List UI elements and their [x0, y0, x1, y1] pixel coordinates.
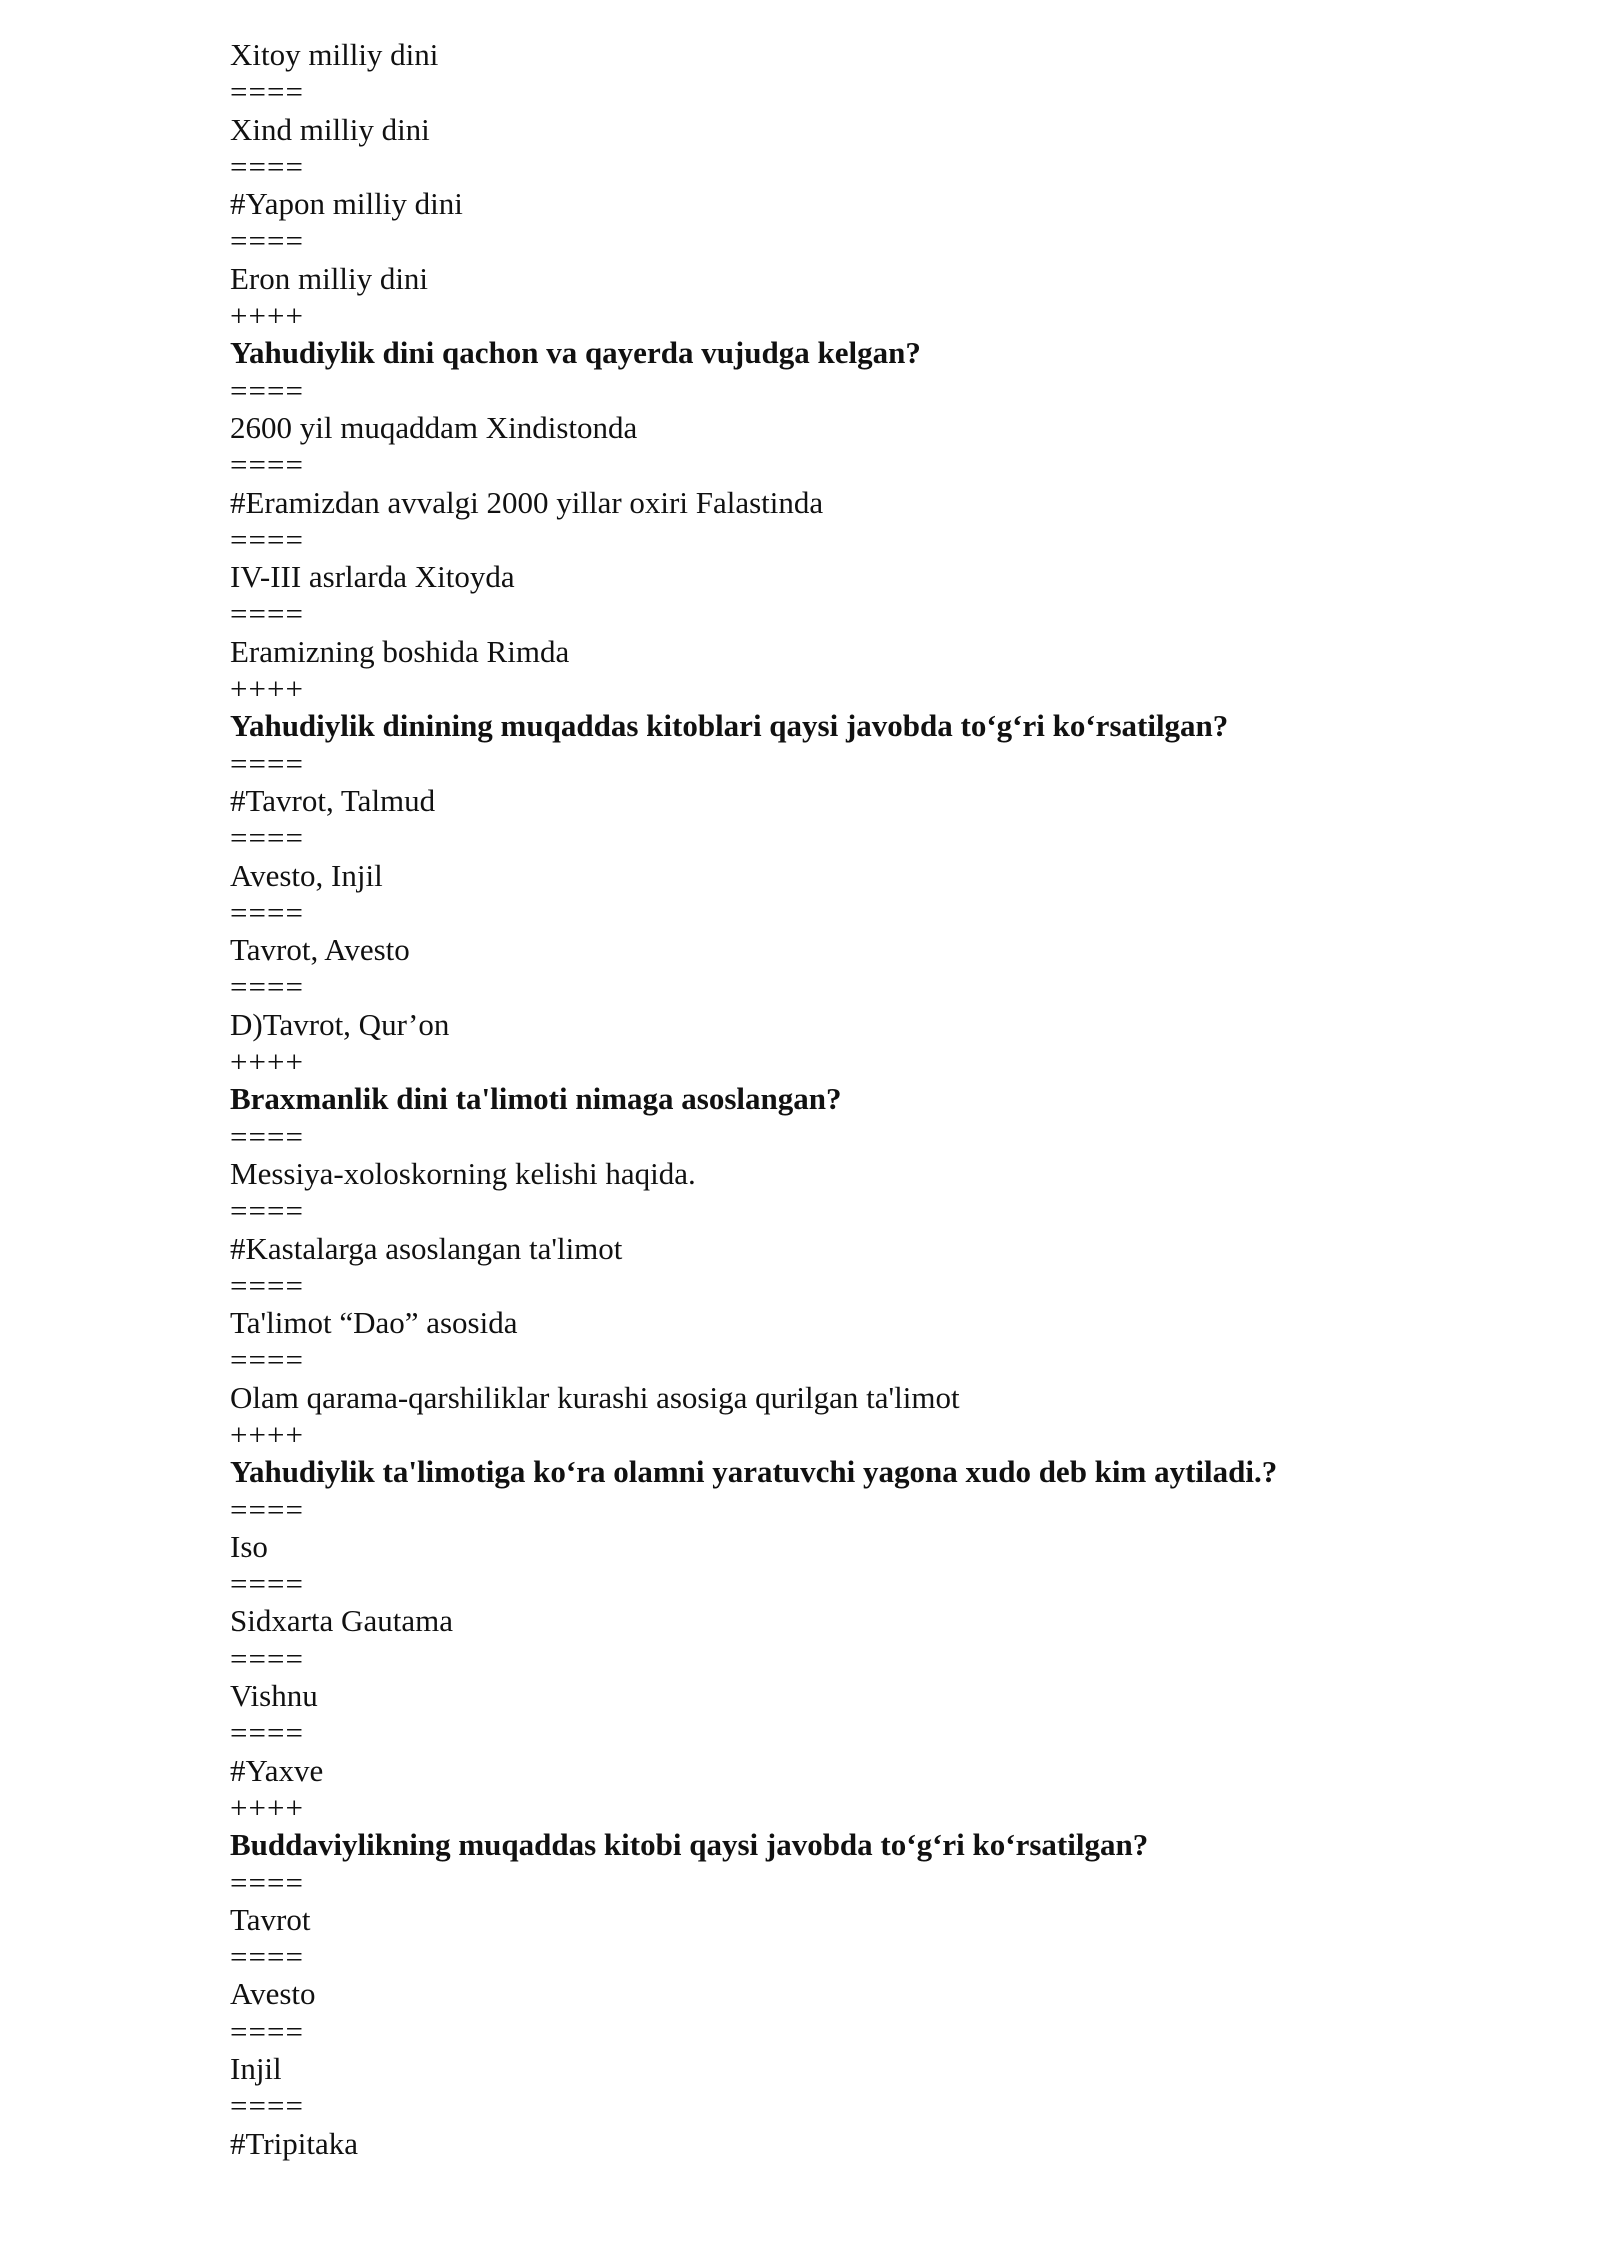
answer-option: Sidxarta Gautama: [230, 1603, 453, 1639]
answer-option: IV-III asrlarda Xitoyda: [230, 559, 515, 595]
question-text: Buddaviylikning muqaddas kitobi qaysi javobda to‘g‘ri ko‘rsatilgan?: [230, 1827, 1149, 1863]
answer-option: #Kastalarga asoslangan ta'limot: [230, 1230, 623, 1266]
answer-option: #Eramizdan avvalgi 2000 yillar oxiri Falastinda: [230, 484, 824, 520]
question-text: Yahudiylik dinining muqaddas kitoblari qaysi javobda to‘g‘ri ko‘rsatilgan?: [230, 708, 1229, 744]
answer-option: Eron milliy dini: [230, 260, 429, 296]
option-separator: ====: [230, 447, 304, 483]
option-separator: ====: [230, 372, 304, 408]
document-page: [230, 36, 1530, 2162]
option-separator: ====: [230, 2013, 304, 2049]
question-separator: ++++: [230, 1044, 304, 1080]
answer-option: Avesto, Injil: [230, 857, 383, 893]
answer-option: Avesto: [230, 1976, 316, 2012]
option-separator: ====: [230, 1939, 304, 1975]
answer-option: Iso: [230, 1528, 268, 1564]
answer-option: #Tavrot, Talmud: [230, 782, 436, 818]
answer-option: #Yapon milliy dini: [230, 186, 463, 222]
option-separator: ====: [230, 1267, 304, 1303]
option-separator: ====: [230, 223, 304, 259]
question-separator: ++++: [230, 1789, 304, 1825]
option-separator: ====: [230, 2088, 304, 2124]
option-separator: ====: [230, 1193, 304, 1229]
answer-option: D)Tavrot, Qur’on: [230, 1006, 450, 1042]
option-separator: ====: [230, 74, 304, 110]
answer-option: Messiya-xoloskorning kelishi haqida.: [230, 1155, 696, 1191]
option-separator: ====: [230, 148, 304, 184]
option-separator: ====: [230, 1342, 304, 1378]
answer-option: 2600 yil muqaddam Xindistonda: [230, 409, 638, 445]
option-separator: ====: [230, 969, 304, 1005]
option-separator: ====: [230, 1715, 304, 1751]
option-separator: ====: [230, 1640, 304, 1676]
option-separator: ====: [230, 1566, 304, 1602]
option-separator: ====: [230, 1118, 304, 1154]
answer-option: #Yaxve: [230, 1752, 324, 1788]
option-separator: ====: [230, 745, 304, 781]
answer-option: Tavrot: [230, 1901, 311, 1937]
answer-option: Xind milliy dini: [230, 111, 430, 147]
option-separator: ====: [230, 820, 304, 856]
answer-option: Injil: [230, 2051, 282, 2087]
answer-option: Vishnu: [230, 1678, 318, 1714]
answer-option: Eramizning boshida Rimda: [230, 633, 570, 669]
question-separator: ++++: [230, 1416, 304, 1452]
question-text: Yahudiylik dini qachon va qayerda vujudga kelgan?: [230, 335, 921, 371]
option-separator: ====: [230, 894, 304, 930]
answer-option: #Tripitaka: [230, 2125, 359, 2161]
question-separator: ++++: [230, 671, 304, 707]
question-separator: ++++: [230, 298, 304, 334]
answer-option: Olam qarama-qarshiliklar kurashi asosiga qurilgan ta'limot: [230, 1379, 960, 1415]
question-text: Yahudiylik ta'limotiga ko‘ra olamni yaratuvchi yagona xudo deb kim aytiladi.?: [230, 1454, 1278, 1490]
option-separator: ====: [230, 596, 304, 632]
answer-option: Ta'limot “Dao” asosida: [230, 1305, 518, 1341]
answer-option: Tavrot, Avesto: [230, 932, 410, 968]
option-separator: ====: [230, 1864, 304, 1900]
option-separator: ====: [230, 521, 304, 557]
answer-option: Xitoy milliy dini: [230, 37, 439, 72]
option-separator: ====: [230, 1491, 304, 1527]
question-text: Braxmanlik dini ta'limoti nimaga asoslangan?: [230, 1081, 842, 1117]
